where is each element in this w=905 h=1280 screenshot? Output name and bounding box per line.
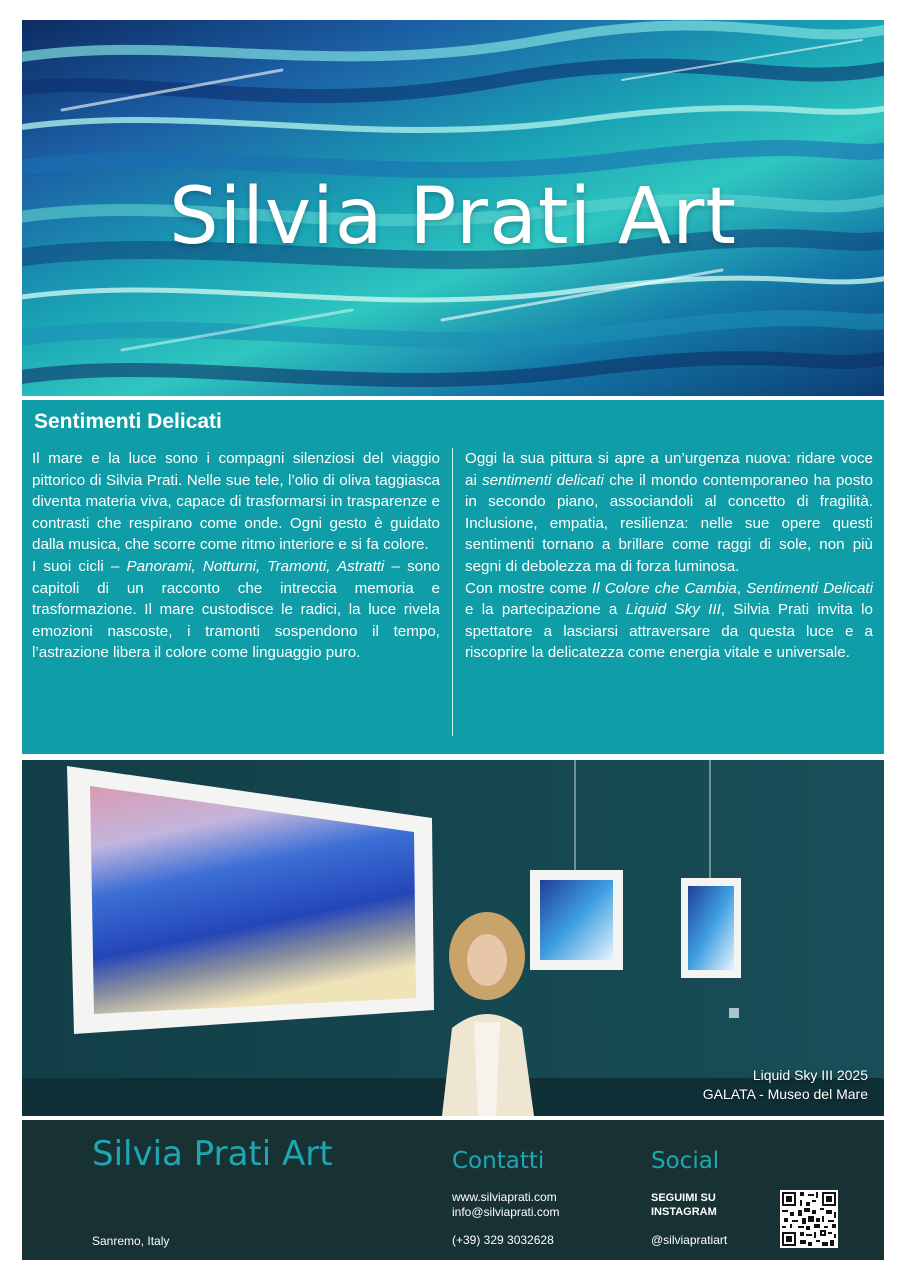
exhibition-photo xyxy=(22,760,884,1116)
hero-banner xyxy=(22,20,884,396)
text-span: I suoi cicli – xyxy=(32,557,127,575)
right-column xyxy=(465,448,873,664)
column-divider xyxy=(452,448,453,736)
text-span: Con mostre come xyxy=(465,579,593,597)
show-title: Il Colore che Cambia xyxy=(592,579,737,597)
left-paragraph-2 xyxy=(32,556,440,664)
text-span: , xyxy=(736,579,747,597)
caption-title: Liquid Sky III 2025 xyxy=(752,1067,868,1083)
text-span: e la partecipazione a xyxy=(465,601,626,619)
text-span: , Silvia Prati invita lo spettatore a lasciarsi attraversare da questa luce e a riscoprire la delicatezza come energia vitale e universale. xyxy=(465,601,873,662)
caption-venue: GALATA - Museo del Mare xyxy=(702,1086,868,1102)
contacts-heading: Contatti xyxy=(452,1148,545,1174)
instagram-handle[interactable]: @silviapratiart xyxy=(651,1233,728,1247)
right-paragraph-2 xyxy=(465,578,873,664)
show-title: Liquid Sky III xyxy=(625,601,721,619)
phone-number[interactable]: (+39) 329 3032628 xyxy=(452,1233,554,1247)
hero-title: Silvia Prati Art xyxy=(169,172,737,262)
exhibition-scene xyxy=(22,760,884,1116)
footer-location: Sanremo, Italy xyxy=(92,1234,170,1248)
footer xyxy=(22,1120,884,1260)
follow-label-line1: SEGUIMI SU xyxy=(651,1192,716,1204)
sentimenti-emphasis: sentimenti delicati xyxy=(482,471,604,489)
email-link[interactable]: info@silviaprati.com xyxy=(452,1205,560,1219)
footer-brand: Silvia Prati Art xyxy=(92,1134,333,1174)
photo-caption xyxy=(703,1066,868,1104)
text-span: Oggi la sua pittura si apre a un’urgenza nuova: ridare voce ai xyxy=(465,450,873,489)
qr-code-icon[interactable] xyxy=(780,1190,838,1248)
left-column xyxy=(32,448,440,664)
cycles-emphasis: Panorami, Notturni, Tramonti, Astratti xyxy=(126,557,385,575)
website-link[interactable]: www.silviaprati.com xyxy=(452,1190,557,1204)
text-span: – sono capitoli di un racconto che intreccia memoria e trasformazione. Il mare custodisce le radici, la luce rivela emozioni nascoste, i tramonti sospendono il tempo, l’astrazione libera il colore come linguaggio puro. xyxy=(32,557,440,662)
article-section xyxy=(22,400,884,754)
show-title: Sentimenti Delicati xyxy=(746,579,873,597)
social-heading: Social xyxy=(651,1148,720,1174)
section-title: Sentimenti Delicati xyxy=(34,410,222,433)
text-span: che il mondo contemporaneo ha posto in secondo piano, associandoli al concetto di fragilità. Inclusione, empatia, resilienza: nelle sue opere questi sentimenti tornano a brillare come raggi di sole, non più segni di debolezza ma di forza luminosa. xyxy=(465,471,873,575)
right-paragraph-1 xyxy=(465,448,873,578)
follow-label-line2: INSTAGRAM xyxy=(651,1206,717,1218)
left-paragraph-1: Il mare e la luce sono i compagni silenziosi del viaggio pittorico di Silvia Prati. Nelle sue tele, l’olio di oliva taggiasca diventa materia viva, capace di trasformarsi in trasparenze e contrasti che respirano come onde. Ogni gesto è guidato dalla musica, che scorre come ritmo interiore e si fa colore. xyxy=(32,450,440,554)
